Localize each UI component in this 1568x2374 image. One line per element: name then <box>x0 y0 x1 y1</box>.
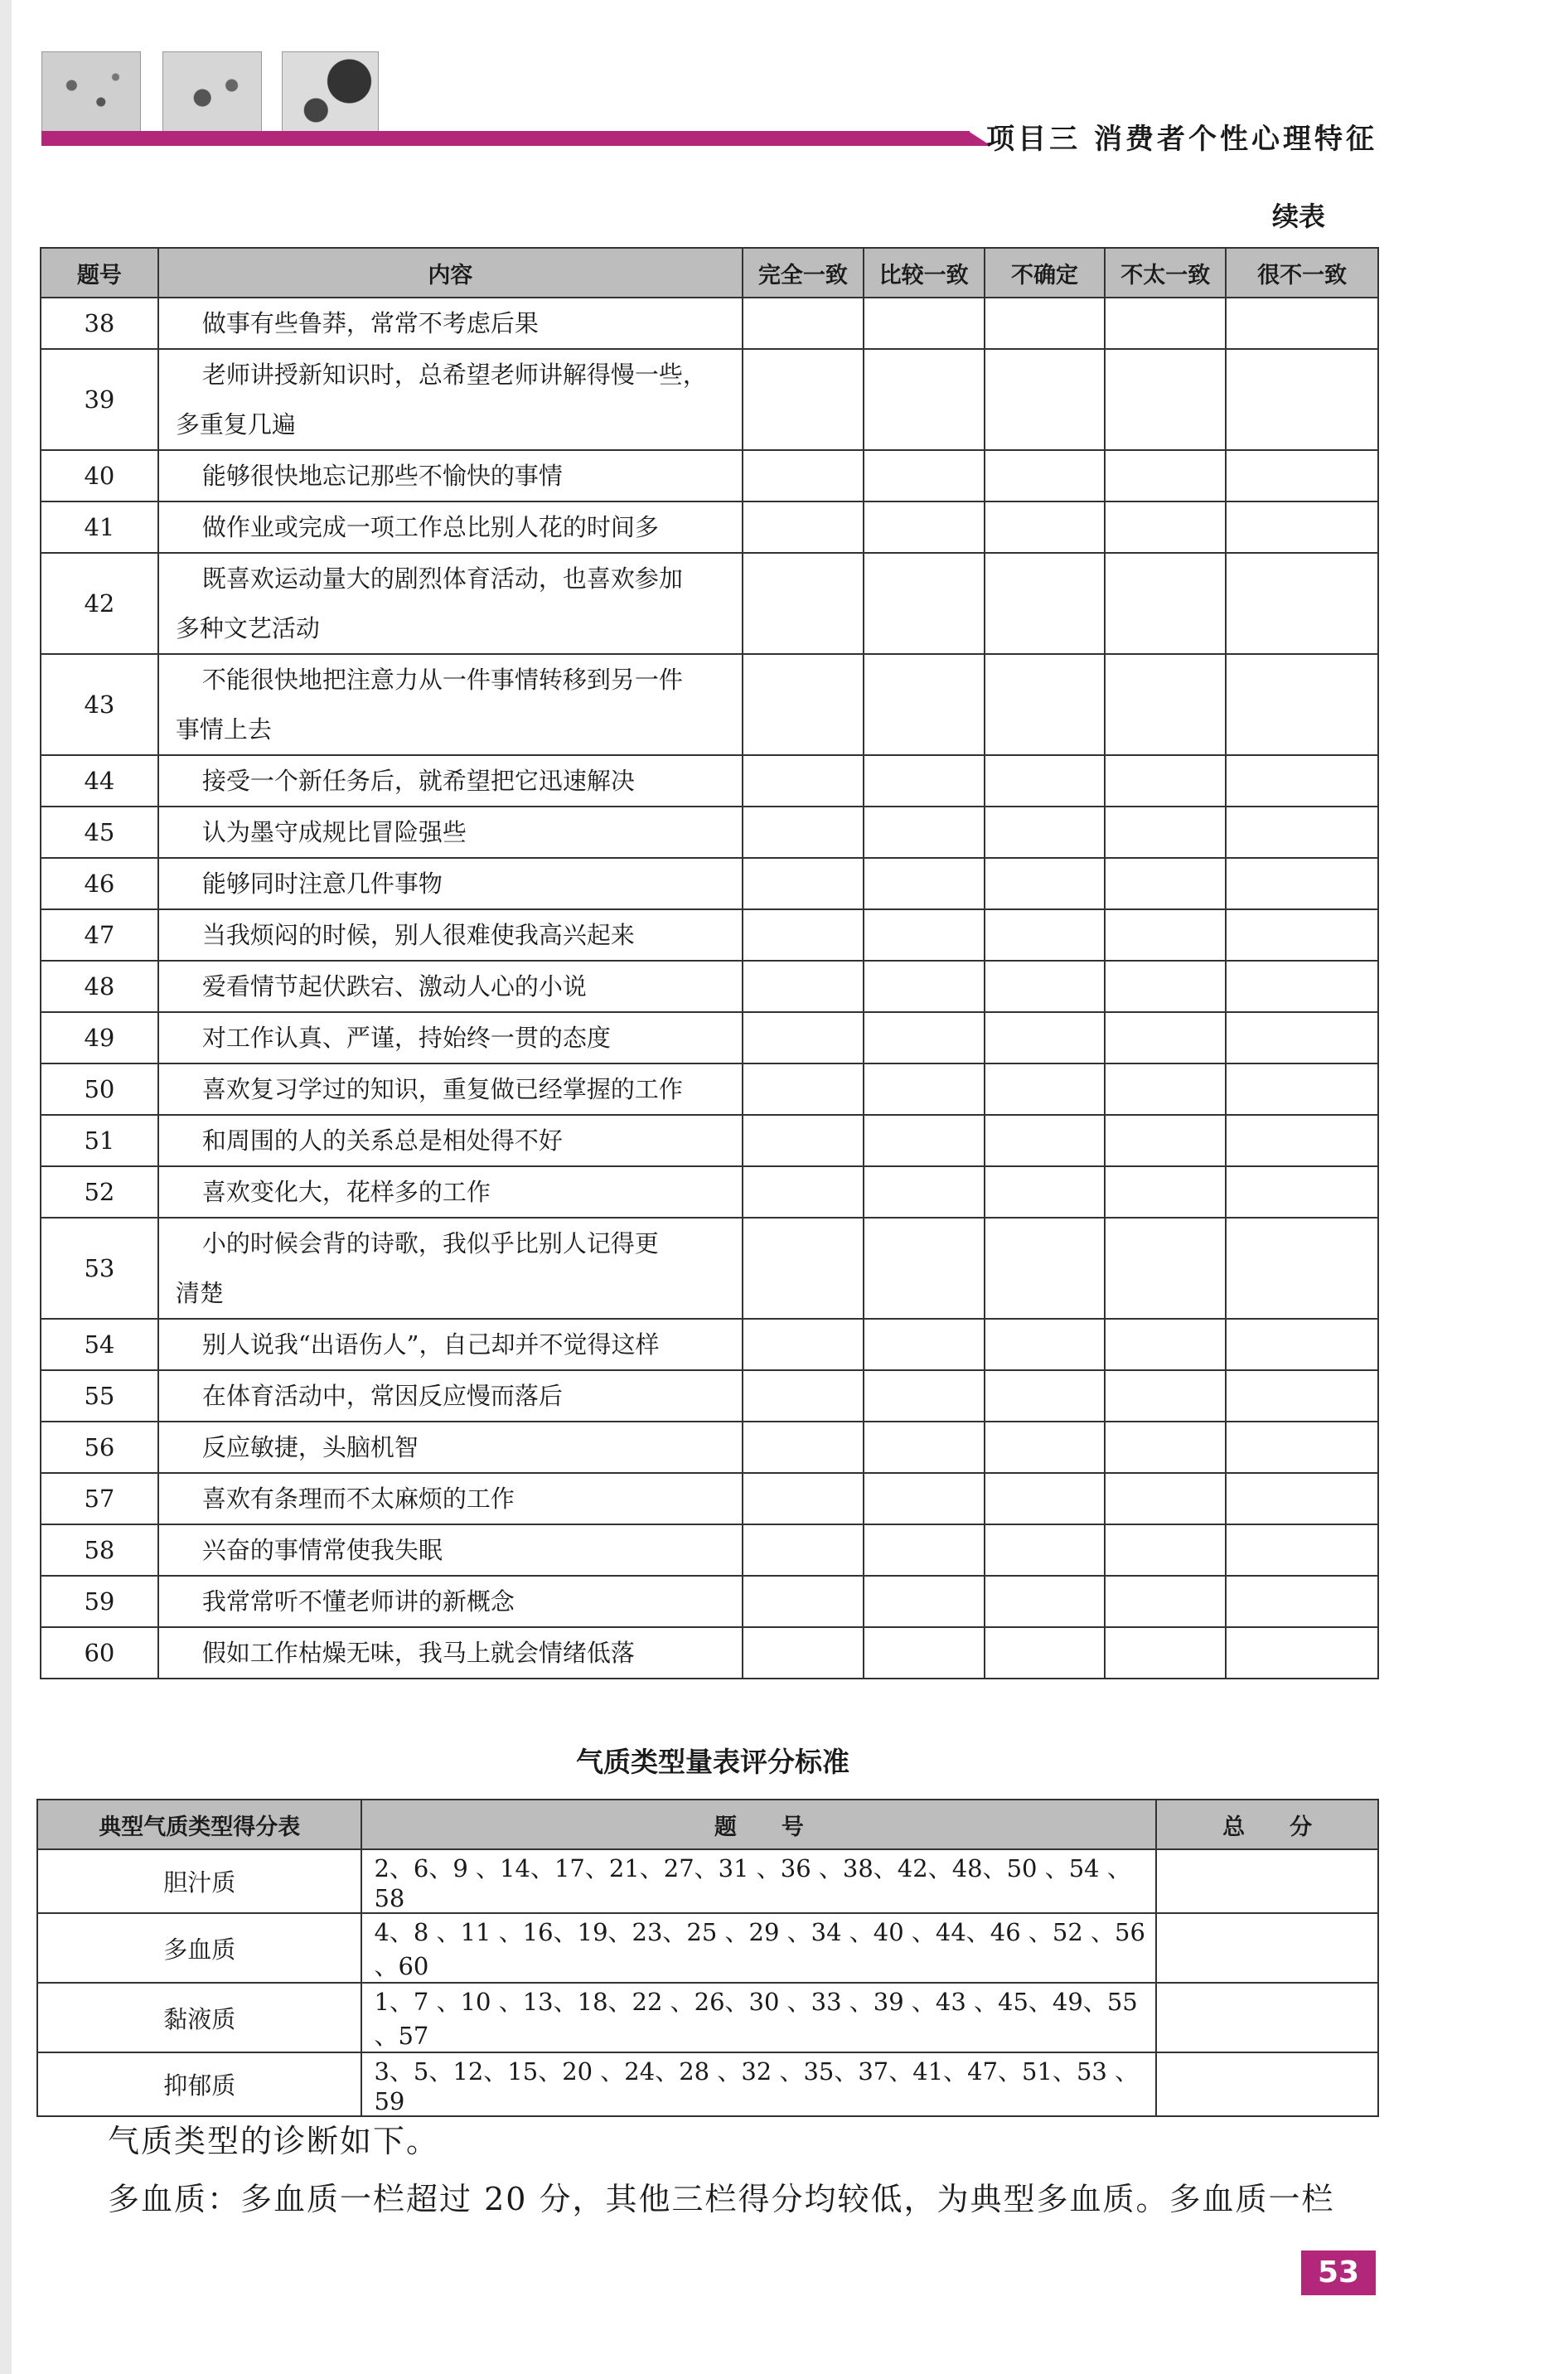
answer-cell[interactable] <box>743 654 864 755</box>
table-row <box>41 501 1378 553</box>
answer-cell[interactable] <box>1105 654 1226 755</box>
question-content <box>158 1576 743 1627</box>
question-number: 58 <box>41 1524 158 1576</box>
answer-cell[interactable] <box>1105 1218 1226 1319</box>
table-row <box>41 1576 1378 1627</box>
answer-cell[interactable] <box>985 755 1106 807</box>
answer-cell[interactable] <box>1105 909 1226 961</box>
table-row <box>41 858 1378 909</box>
table-row <box>41 1115 1378 1166</box>
temperament-type: 抑郁质 <box>37 2052 361 2116</box>
question-content <box>158 1422 743 1473</box>
answer-cell[interactable] <box>864 1166 985 1218</box>
question-text-line: 别人说我“出语伤人”，自己却并不觉得这样 <box>201 1330 660 1359</box>
answer-cell[interactable] <box>864 1370 985 1422</box>
table-row <box>41 909 1378 961</box>
answer-cell[interactable] <box>985 1012 1106 1063</box>
question-content <box>158 1063 743 1115</box>
question-text-line: 喜欢有条理而不太麻烦的工作 <box>201 1485 515 1513</box>
answer-cell[interactable] <box>1226 1012 1378 1063</box>
question-content <box>158 961 743 1012</box>
question-number: 60 <box>41 1627 158 1679</box>
question-number: 46 <box>41 858 158 909</box>
question-content <box>158 1166 743 1218</box>
answer-cell[interactable] <box>985 1422 1106 1473</box>
table-row <box>41 349 1378 450</box>
answer-cell[interactable] <box>1105 807 1226 858</box>
answer-cell[interactable] <box>985 1370 1106 1422</box>
question-number: 59 <box>41 1576 158 1627</box>
question-text-line: 做作业或完成一项工作总比别人花的时间多 <box>201 513 659 541</box>
answer-cell[interactable] <box>1226 1166 1378 1218</box>
answer-cell[interactable] <box>743 858 864 909</box>
question-number: 44 <box>41 755 158 807</box>
question-text-line: 能够很快地忘记那些不愉快的事情 <box>201 462 563 490</box>
answer-cell[interactable] <box>1226 450 1378 501</box>
table-row <box>41 1012 1378 1063</box>
question-content <box>158 501 743 553</box>
question-text-line: 做事有些鲁莽，常常不考虑后果 <box>201 309 539 337</box>
answer-cell[interactable] <box>1226 1370 1378 1422</box>
answer-cell[interactable] <box>864 909 985 961</box>
answer-cell[interactable] <box>864 654 985 755</box>
answer-cell[interactable] <box>864 807 985 858</box>
answer-cell[interactable] <box>985 1063 1106 1115</box>
header-fully-agree: 完全一致 <box>743 248 864 298</box>
question-text-line: 爱看情节起伏跌宕、激动人心的小说 <box>201 972 587 1000</box>
header-mostly-agree: 比较一致 <box>864 248 985 298</box>
question-text-line: 清楚 <box>175 1279 224 1307</box>
answer-cell[interactable] <box>1226 961 1378 1012</box>
answer-cell[interactable] <box>1226 1063 1378 1115</box>
question-content <box>158 298 743 349</box>
answer-cell[interactable] <box>864 755 985 807</box>
header-content: 内容 <box>158 248 743 298</box>
answer-cell[interactable] <box>743 349 864 450</box>
total-score-cell[interactable] <box>1156 2052 1378 2116</box>
answer-cell[interactable] <box>985 1524 1106 1576</box>
total-score-cell[interactable] <box>1156 1983 1378 2052</box>
answer-cell[interactable] <box>743 1166 864 1218</box>
answer-cell[interactable] <box>743 1218 864 1319</box>
question-number: 41 <box>41 501 158 553</box>
question-text-line: 反应敏捷，头脑机智 <box>201 1433 419 1461</box>
answer-cell[interactable] <box>1105 1115 1226 1166</box>
score-row <box>37 1913 1378 1983</box>
answer-cell[interactable] <box>985 1473 1106 1524</box>
answer-cell[interactable] <box>1226 298 1378 349</box>
answer-cell[interactable] <box>1226 1473 1378 1524</box>
answer-cell[interactable] <box>1105 961 1226 1012</box>
answer-cell[interactable] <box>985 654 1106 755</box>
answer-cell[interactable] <box>864 450 985 501</box>
answer-cell[interactable] <box>985 501 1106 553</box>
answer-cell[interactable] <box>1105 1166 1226 1218</box>
question-content <box>158 553 743 654</box>
answer-cell[interactable] <box>743 298 864 349</box>
question-content <box>158 349 743 450</box>
table-row <box>41 1218 1378 1319</box>
answer-cell[interactable] <box>985 1627 1106 1679</box>
answer-cell[interactable] <box>864 1115 985 1166</box>
question-content <box>158 1012 743 1063</box>
body-paragraph-1: 气质类型的诊断如下。 <box>108 2123 440 2159</box>
question-numbers: 2、6、9 、14、17、21、27、31 、36 、38、42、48、50 、54 、58 <box>361 1849 1156 1913</box>
table-header-row <box>41 248 1378 298</box>
answer-cell[interactable] <box>864 858 985 909</box>
answer-cell[interactable] <box>1226 1319 1378 1370</box>
answer-cell[interactable] <box>985 1319 1106 1370</box>
answer-cell[interactable] <box>1105 501 1226 553</box>
answer-cell[interactable] <box>864 349 985 450</box>
question-text-line: 小的时候会背的诗歌，我似乎比别人记得更 <box>201 1229 659 1257</box>
answer-cell[interactable] <box>743 1063 864 1115</box>
answer-cell[interactable] <box>1105 858 1226 909</box>
question-text-line: 和周围的人的关系总是相处得不好 <box>201 1126 563 1155</box>
body-paragraph-2: 多血质：多血质一栏超过 20 分，其他三栏得分均较低，为典型多血质。多血质一栏 <box>108 2181 1335 2217</box>
answer-cell[interactable] <box>864 1473 985 1524</box>
question-number: 39 <box>41 349 158 450</box>
answer-cell[interactable] <box>743 1422 864 1473</box>
score-row <box>37 2052 1378 2116</box>
question-text-line: 当我烦闷的时候，别人很难使我高兴起来 <box>201 921 635 949</box>
score-row <box>37 1849 1378 1913</box>
answer-cell[interactable] <box>743 961 864 1012</box>
page-number: 53 <box>1301 2250 1376 2295</box>
answer-cell[interactable] <box>1105 349 1226 450</box>
score-header-items: 题 号 <box>361 1800 1156 1849</box>
answer-cell[interactable] <box>1226 858 1378 909</box>
answer-cell[interactable] <box>1105 1319 1226 1370</box>
table-row <box>41 1319 1378 1370</box>
answer-cell[interactable] <box>1226 1524 1378 1576</box>
answer-cell[interactable] <box>1105 1524 1226 1576</box>
header-photo-1 <box>41 51 141 136</box>
question-content <box>158 450 743 501</box>
question-number: 53 <box>41 1218 158 1319</box>
answer-cell[interactable] <box>1105 298 1226 349</box>
question-number: 49 <box>41 1012 158 1063</box>
table-row <box>41 1524 1378 1576</box>
answer-cell[interactable] <box>1105 755 1226 807</box>
answer-cell[interactable] <box>743 1524 864 1576</box>
answer-cell[interactable] <box>985 909 1106 961</box>
answer-cell[interactable] <box>1226 1218 1378 1319</box>
answer-cell[interactable] <box>743 1627 864 1679</box>
question-numbers: 4、8 、11 、16、19、23、25 、29 、34 、40 、44、46 、52 、56 、60 <box>361 1913 1156 1983</box>
question-number: 54 <box>41 1319 158 1370</box>
answer-cell[interactable] <box>743 1370 864 1422</box>
question-text-line: 喜欢变化大，花样多的工作 <box>201 1178 491 1206</box>
answer-cell[interactable] <box>1105 1627 1226 1679</box>
table-row <box>41 298 1378 349</box>
question-number: 43 <box>41 654 158 755</box>
answer-cell[interactable] <box>743 755 864 807</box>
question-content <box>158 807 743 858</box>
question-content <box>158 1370 743 1422</box>
answer-cell[interactable] <box>743 909 864 961</box>
answer-cell[interactable] <box>743 807 864 858</box>
question-text-line: 多种文艺活动 <box>175 614 320 642</box>
question-content <box>158 654 743 755</box>
table-row <box>41 961 1378 1012</box>
answer-cell[interactable] <box>985 858 1106 909</box>
question-content <box>158 1627 743 1679</box>
question-content <box>158 1218 743 1319</box>
question-text-line: 多重复几遍 <box>175 410 296 438</box>
table-row <box>41 807 1378 858</box>
question-content <box>158 858 743 909</box>
questionnaire-table <box>40 247 1379 1679</box>
table-row <box>41 1473 1378 1524</box>
table-row <box>41 1627 1378 1679</box>
score-header-row <box>37 1800 1378 1849</box>
question-text-line: 对工作认真、严谨，持始终一贯的态度 <box>201 1024 611 1052</box>
score-header-total: 总 分 <box>1156 1800 1378 1849</box>
answer-cell[interactable] <box>743 553 864 654</box>
answer-cell[interactable] <box>1226 1422 1378 1473</box>
answer-cell[interactable] <box>743 1576 864 1627</box>
question-content <box>158 1115 743 1166</box>
table-row <box>41 553 1378 654</box>
answer-cell[interactable] <box>743 501 864 553</box>
question-text-line: 能够同时注意几件事物 <box>201 870 443 898</box>
answer-cell[interactable] <box>1226 755 1378 807</box>
question-number: 52 <box>41 1166 158 1218</box>
answer-cell[interactable] <box>1105 1422 1226 1473</box>
header-fully-disagree: 很不一致 <box>1226 248 1378 298</box>
answer-cell[interactable] <box>1226 654 1378 755</box>
question-content <box>158 755 743 807</box>
question-text-line: 我常常听不懂老师讲的新概念 <box>201 1587 515 1616</box>
answer-cell[interactable] <box>864 1422 985 1473</box>
answer-cell[interactable] <box>743 1473 864 1524</box>
score-header-type: 典型气质类型得分表 <box>37 1800 361 1849</box>
total-score-cell[interactable] <box>1156 1913 1378 1983</box>
header-photo-3 <box>282 51 379 136</box>
answer-cell[interactable] <box>864 298 985 349</box>
question-number: 45 <box>41 807 158 858</box>
continued-label: 续表 <box>1272 201 1326 232</box>
answer-cell[interactable] <box>1226 1115 1378 1166</box>
answer-cell[interactable] <box>1105 1063 1226 1115</box>
answer-cell[interactable] <box>985 349 1106 450</box>
page-edge-shade <box>0 0 12 2374</box>
question-content <box>158 909 743 961</box>
answer-cell[interactable] <box>985 553 1106 654</box>
question-number: 48 <box>41 961 158 1012</box>
header-unsure: 不确定 <box>985 248 1106 298</box>
question-text-line: 老师讲授新知识时，总希望老师讲解得慢一些， <box>201 361 707 389</box>
table-row <box>41 755 1378 807</box>
answer-cell[interactable] <box>985 1218 1106 1319</box>
temperament-type: 黏液质 <box>37 1983 361 2052</box>
answer-cell[interactable] <box>864 1012 985 1063</box>
answer-cell[interactable] <box>743 1319 864 1370</box>
answer-cell[interactable] <box>864 1218 985 1319</box>
question-text-line: 接受一个新任务后，就希望把它迅速解决 <box>201 767 635 795</box>
table-row <box>41 1370 1378 1422</box>
answer-cell[interactable] <box>1105 1576 1226 1627</box>
question-text-line: 喜欢复习学过的知识，重复做已经掌握的工作 <box>201 1075 683 1103</box>
table-row <box>41 1063 1378 1115</box>
header-num: 题号 <box>41 248 158 298</box>
temperament-type: 多血质 <box>37 1913 361 1983</box>
answer-cell[interactable] <box>985 298 1106 349</box>
answer-cell[interactable] <box>1226 1576 1378 1627</box>
answer-cell[interactable] <box>743 1012 864 1063</box>
question-content <box>158 1473 743 1524</box>
question-content <box>158 1319 743 1370</box>
question-text-line: 既喜欢运动量大的剧烈体育活动，也喜欢参加 <box>201 564 683 593</box>
answer-cell[interactable] <box>1226 807 1378 858</box>
table-row <box>41 450 1378 501</box>
question-text-line: 事情上去 <box>175 715 272 744</box>
table-row <box>41 654 1378 755</box>
answer-cell[interactable] <box>864 961 985 1012</box>
question-number: 42 <box>41 553 158 654</box>
question-text-line: 兴奋的事情常使我失眠 <box>201 1536 443 1564</box>
answer-cell[interactable] <box>864 1319 985 1370</box>
header-photo-2 <box>162 51 262 136</box>
temperament-type: 胆汁质 <box>37 1849 361 1913</box>
answer-cell[interactable] <box>1105 450 1226 501</box>
answer-cell[interactable] <box>864 553 985 654</box>
total-score-cell[interactable] <box>1156 1849 1378 1913</box>
table-row <box>41 1422 1378 1473</box>
answer-cell[interactable] <box>1226 1627 1378 1679</box>
question-text-line: 认为墨守成规比冒险强些 <box>201 818 467 846</box>
score-standard-table <box>36 1799 1379 2117</box>
question-number: 47 <box>41 909 158 961</box>
question-text-line: 假如工作枯燥无味，我马上就会情绪低落 <box>201 1639 635 1667</box>
chapter-title: 项目三 消费者个性心理特征 <box>986 123 1377 156</box>
header-bar <box>41 131 970 146</box>
answer-cell[interactable] <box>985 1166 1106 1218</box>
answer-cell[interactable] <box>864 1576 985 1627</box>
answer-cell[interactable] <box>1226 909 1378 961</box>
answer-cell[interactable] <box>985 450 1106 501</box>
answer-cell[interactable] <box>985 1115 1106 1166</box>
question-number: 55 <box>41 1370 158 1422</box>
answer-cell[interactable] <box>985 807 1106 858</box>
question-number: 57 <box>41 1473 158 1524</box>
answer-cell[interactable] <box>1105 553 1226 654</box>
answer-cell[interactable] <box>1226 501 1378 553</box>
answer-cell[interactable] <box>985 1576 1106 1627</box>
question-text-line: 不能很快地把注意力从一件事情转移到另一件 <box>201 666 683 694</box>
answer-cell[interactable] <box>864 501 985 553</box>
question-number: 40 <box>41 450 158 501</box>
answer-cell[interactable] <box>1105 1473 1226 1524</box>
question-numbers: 1、7 、10 、13、18、22 、26、30 、33 、39 、43 、45、49、55 、57 <box>361 1983 1156 2052</box>
header-mostly-disagree: 不太一致 <box>1105 248 1226 298</box>
answer-cell[interactable] <box>864 1063 985 1115</box>
question-text-line: 在体育活动中，常因反应慢而落后 <box>201 1382 563 1410</box>
answer-cell[interactable] <box>743 1115 864 1166</box>
question-number: 38 <box>41 298 158 349</box>
answer-cell[interactable] <box>1105 1370 1226 1422</box>
question-number: 50 <box>41 1063 158 1115</box>
score-table-caption: 气质类型量表评分标准 <box>576 1746 849 1778</box>
answer-cell[interactable] <box>1105 1012 1226 1063</box>
question-content <box>158 1524 743 1576</box>
table-row <box>41 1166 1378 1218</box>
score-row <box>37 1983 1378 2052</box>
answer-cell[interactable] <box>1226 349 1378 450</box>
answer-cell[interactable] <box>743 450 864 501</box>
question-number: 56 <box>41 1422 158 1473</box>
answer-cell[interactable] <box>1226 553 1378 654</box>
question-number: 51 <box>41 1115 158 1166</box>
answer-cell[interactable] <box>864 1524 985 1576</box>
answer-cell[interactable] <box>864 1627 985 1679</box>
question-numbers: 3、5、12、15、20 、24、28 、32 、35、37、41、47、51、53 、59 <box>361 2052 1156 2116</box>
answer-cell[interactable] <box>985 961 1106 1012</box>
